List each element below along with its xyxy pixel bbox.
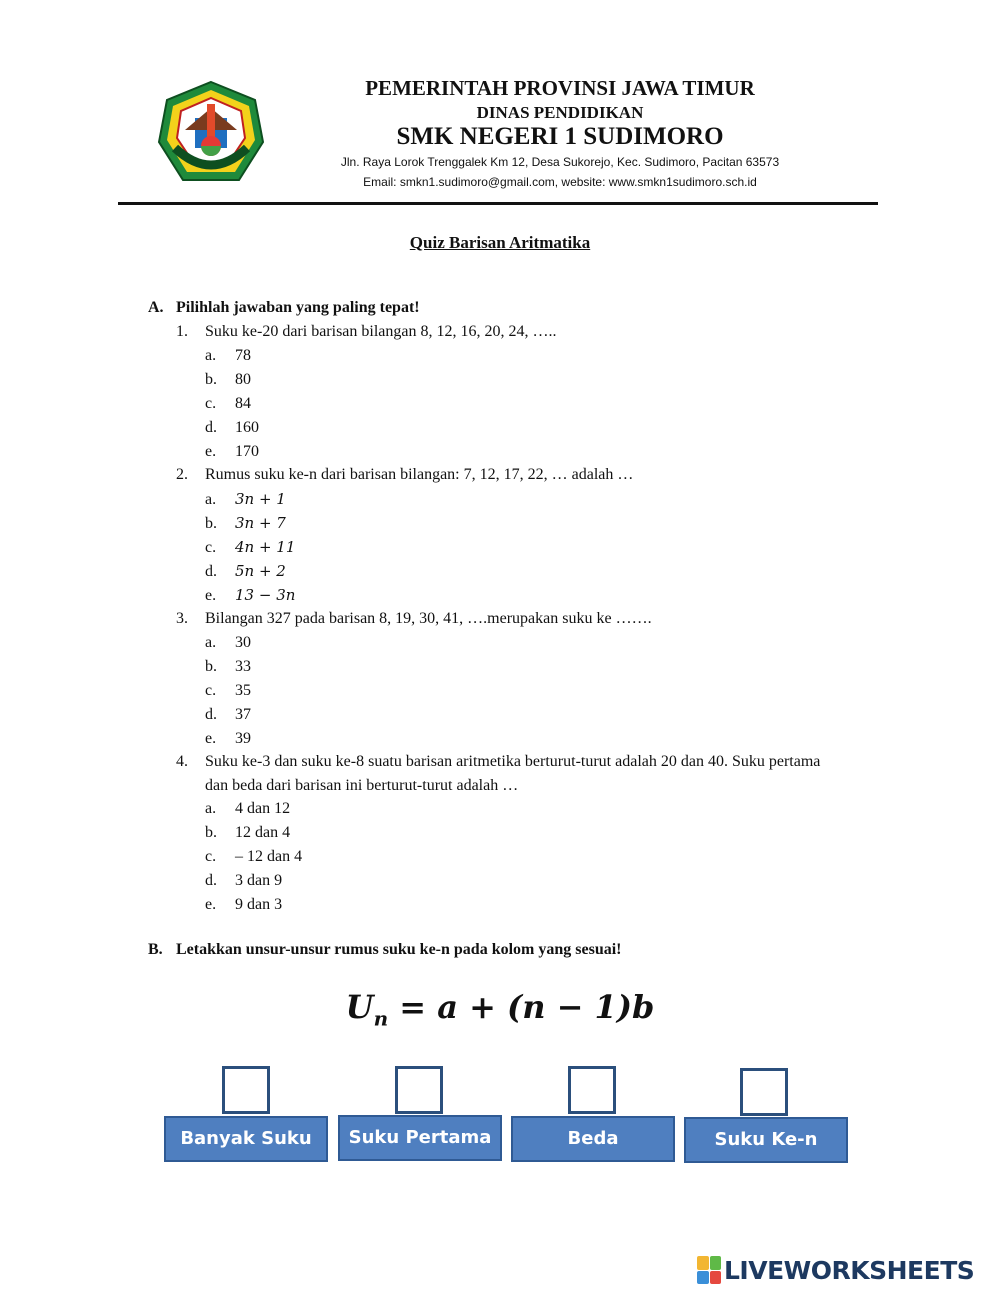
option-text: 4n + 11 [235, 538, 296, 556]
question-4 [176, 750, 856, 798]
chip-beda[interactable]: Beda [511, 1116, 675, 1162]
option-text: 84 [235, 395, 251, 412]
question-text: Suku ke-20 dari barisan bilangan 8, 12, 16, 20, 24, ….. [205, 323, 557, 340]
question-1 [176, 320, 856, 344]
header-school-name: SMK NEGERI 1 SUDIMORO [396, 123, 724, 150]
option-letter: c. [205, 682, 217, 699]
logo-tile [710, 1271, 722, 1285]
logo-tile [710, 1256, 722, 1270]
formula [0, 988, 1000, 1030]
logo-tile [697, 1256, 709, 1270]
header-department: DINAS PENDIDIKAN [476, 103, 644, 122]
q4-option-b[interactable] [205, 821, 290, 845]
chip-banyak-suku[interactable]: Banyak Suku [164, 1116, 328, 1162]
option-letter: b. [205, 824, 217, 841]
section-a-instruction: Pilihlah jawaban yang paling tepat! [176, 299, 420, 316]
option-letter: b. [205, 658, 217, 675]
formula-subscript: n [373, 1006, 389, 1031]
q1-option-e[interactable] [205, 440, 259, 464]
drop-box-1[interactable] [222, 1066, 270, 1114]
option-text: 37 [235, 706, 251, 723]
question-2 [176, 463, 856, 487]
drop-box-4[interactable] [740, 1068, 788, 1116]
option-text: 78 [235, 347, 251, 364]
q4-option-a[interactable] [205, 797, 290, 821]
option-letter: d. [205, 706, 217, 723]
option-letter: a. [205, 491, 217, 508]
option-text: 13 − 3n [235, 586, 296, 604]
q2-option-a[interactable] [205, 487, 286, 512]
header-contact: Email: smkn1.sudimoro@gmail.com, website: www.smkn1sudimoro.sch.id [363, 175, 757, 189]
option-letter: a. [205, 634, 217, 651]
question-text: Rumus suku ke-n dari barisan bilangan: 7, 12, 17, 22, … adalah … [205, 466, 634, 483]
q1-option-c[interactable] [205, 392, 251, 416]
option-text: 33 [235, 658, 251, 675]
option-letter: a. [205, 800, 217, 817]
liveworksheets-logo-icon [697, 1256, 721, 1284]
q3-option-d[interactable] [205, 703, 251, 727]
question-number: 1. [176, 323, 188, 340]
option-letter: e. [205, 896, 217, 913]
drop-box-2[interactable] [395, 1066, 443, 1114]
option-letter: b. [205, 515, 217, 532]
option-letter: c. [205, 395, 217, 412]
option-text: 3n + 1 [235, 490, 286, 508]
option-text: 12 dan 4 [235, 824, 291, 841]
formula-u: U [345, 988, 374, 1026]
q2-option-d[interactable] [205, 559, 286, 584]
option-text: 9 dan 3 [235, 896, 283, 913]
question-number: 3. [176, 610, 188, 627]
formula-rest: = a + (n − 1)b [388, 988, 655, 1026]
option-letter: e. [205, 443, 217, 460]
option-letter: e. [205, 587, 217, 604]
logo-tile [697, 1271, 709, 1285]
liveworksheets-brand [697, 1254, 974, 1286]
question-text: Suku ke-3 dan suku ke-8 suatu barisan aritmetika berturut-turut adalah 20 dan 40. Suku pertama dan beda dari barisan ini berturut-turut adalah … [205, 753, 821, 794]
drop-box-3[interactable] [568, 1066, 616, 1114]
option-text: 3 dan 9 [235, 872, 283, 889]
q1-option-d[interactable] [205, 416, 259, 440]
header-province: PEMERINTAH PROVINSI JAWA TIMUR [365, 76, 755, 100]
option-letter: d. [205, 872, 217, 889]
section-a-heading [148, 299, 420, 317]
q1-option-a[interactable] [205, 344, 251, 368]
option-letter: c. [205, 848, 217, 865]
option-text: 160 [235, 419, 259, 436]
section-b-instruction: Letakkan unsur-unsur rumus suku ke-n pada kolom yang sesuai! [176, 941, 622, 958]
option-letter: e. [205, 730, 217, 747]
q2-option-e[interactable] [205, 583, 295, 608]
question-number: 2. [176, 466, 188, 483]
option-text: 35 [235, 682, 251, 699]
question-3 [176, 607, 856, 631]
q4-option-d[interactable] [205, 869, 282, 893]
q3-option-c[interactable] [205, 679, 251, 703]
option-text: 3n + 7 [235, 514, 286, 532]
q3-option-e[interactable] [205, 727, 251, 751]
chip-suku-ke-n[interactable]: Suku Ke-n [684, 1117, 848, 1163]
option-text: 39 [235, 730, 251, 747]
page-title-text: Quiz Barisan Aritmatika [409, 233, 591, 252]
q4-option-c[interactable] [205, 845, 302, 869]
question-text: Bilangan 327 pada barisan 8, 19, 30, 41, ….merupakan suku ke ……. [205, 610, 652, 627]
header-divider [118, 202, 878, 205]
option-text: – 12 dan 4 [235, 848, 303, 865]
option-text: 170 [235, 443, 259, 460]
header-address: Jln. Raya Lorok Trenggalek Km 12, Desa Sukorejo, Kec. Sudimoro, Pacitan 63573 [340, 155, 780, 169]
q2-option-c[interactable] [205, 535, 295, 560]
option-letter: d. [205, 563, 217, 580]
option-letter: c. [205, 539, 217, 556]
section-a-label: A. [148, 299, 164, 316]
option-text: 80 [235, 371, 251, 388]
liveworksheets-wordmark: LIVEWORKSHEETS [724, 1255, 975, 1285]
q2-option-b[interactable] [205, 511, 286, 536]
section-b-label: B. [148, 941, 163, 958]
option-text: 30 [235, 634, 251, 651]
q1-option-b[interactable] [205, 368, 251, 392]
option-letter: d. [205, 419, 217, 436]
q4-option-e[interactable] [205, 893, 282, 917]
chip-suku-pertama[interactable]: Suku Pertama [338, 1115, 502, 1161]
option-text: 4 dan 12 [235, 800, 291, 817]
option-letter: b. [205, 371, 217, 388]
question-number: 4. [176, 753, 188, 770]
q3-option-a[interactable] [205, 631, 251, 655]
q3-option-b[interactable] [205, 655, 251, 679]
option-text: 5n + 2 [235, 562, 286, 580]
option-letter: a. [205, 347, 217, 364]
section-b-heading [148, 941, 621, 959]
page-title [0, 233, 1000, 253]
